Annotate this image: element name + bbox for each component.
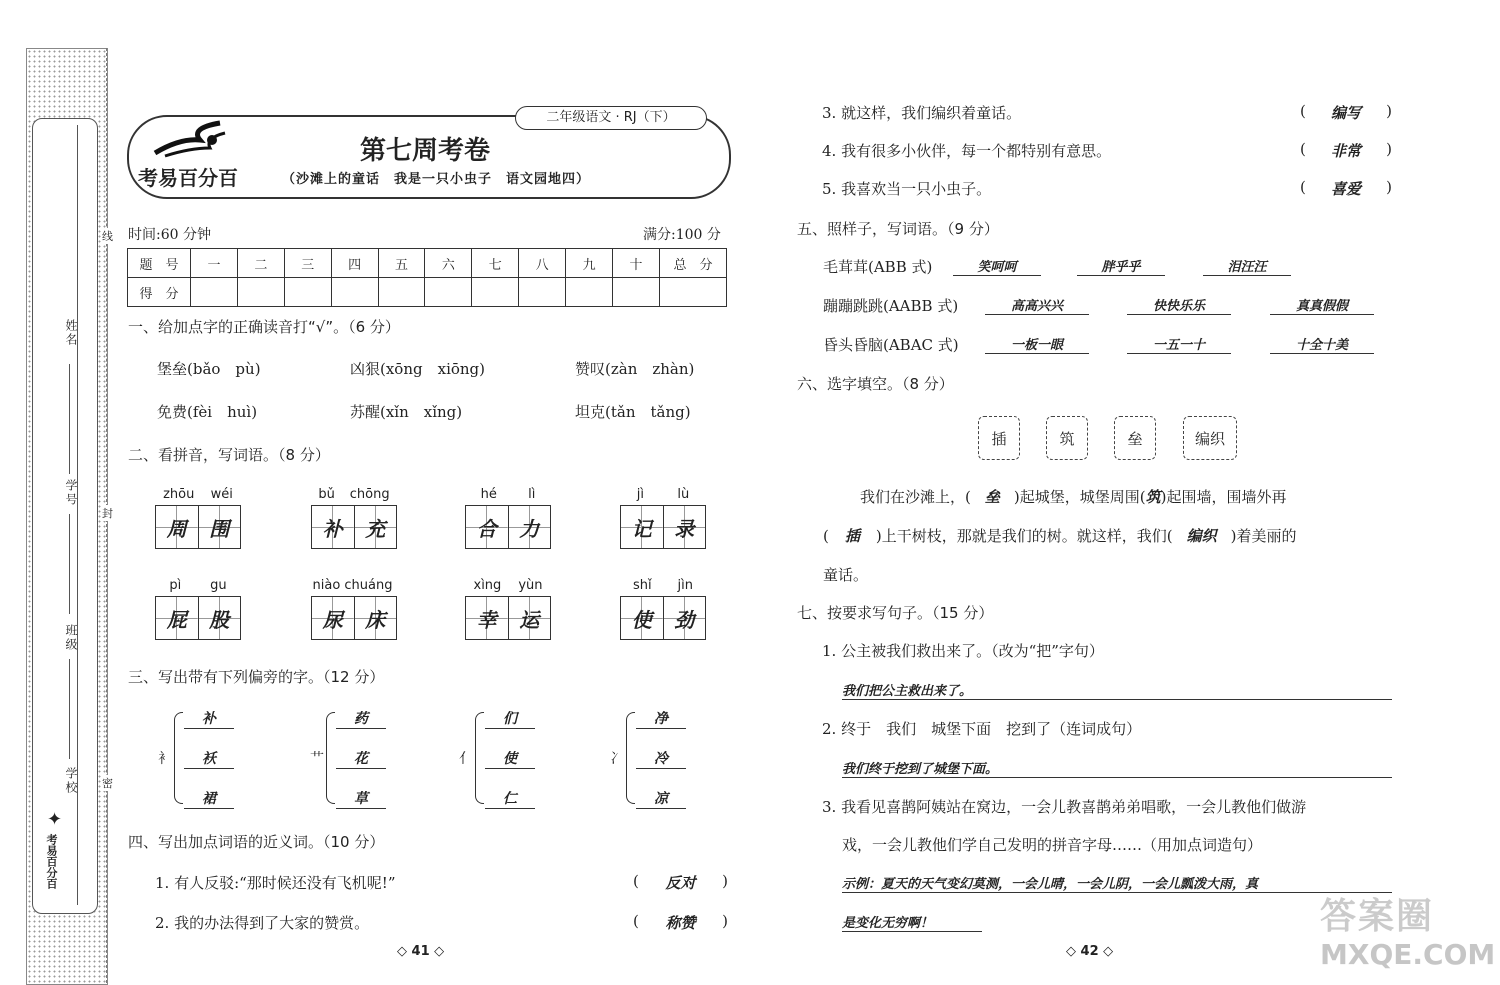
word-option: 筑 (1046, 416, 1088, 460)
answer-char[interactable]: 袄 (184, 748, 234, 769)
sentence-question: 1. 公主被我们救出来了。（改为“把”字句） (822, 642, 1104, 660)
sentence-answer-cont[interactable]: 是变化无穷啊！ (842, 912, 982, 932)
sentence-question: 3. 我看见喜鹊阿姨站在窝边，一会儿教喜鹊弟弟唱歌，一会儿教他们做游 (822, 798, 1307, 816)
radical: 衤 (158, 751, 172, 767)
full-score: 满分:100 分 (643, 227, 721, 243)
tian-cell[interactable]: 补 (312, 506, 355, 548)
score-header-cell: 七 (472, 249, 519, 278)
pinyin-choice-item[interactable]: 苏醒(xǐn xǐng) (350, 403, 463, 421)
tian-cell[interactable]: 床 (355, 597, 397, 639)
pinyin-word-box (620, 578, 706, 640)
brace (626, 712, 635, 804)
answer-char[interactable]: 花 (336, 748, 386, 769)
text-run: 我们在沙滩上，( (860, 488, 971, 506)
pinyin-word-box (155, 578, 241, 640)
class-field[interactable] (69, 659, 70, 759)
page-subtitle: （沙滩上的童话 我是一只小虫子 语文园地四） (282, 172, 591, 187)
score-header-cell: 六 (425, 249, 472, 278)
page-title: 第七周考卷 (360, 136, 491, 166)
pinyin-word-box (311, 578, 397, 640)
text-run: )上干树枝，那就是我们的树。就这样，我们( (875, 527, 1173, 545)
answer-text: 喜爱 (1330, 180, 1361, 198)
answer-text: 称赞 (665, 914, 696, 932)
grade-badge: 二年级语文 · RJ（下） (515, 106, 707, 130)
watermark-url: MXQE.COM (1320, 938, 1496, 971)
fill-blank[interactable]: 垒 (984, 488, 1000, 506)
answer-char[interactable]: 裙 (184, 788, 234, 809)
score-header-cell: 九 (566, 249, 613, 278)
pinyin-choice-item[interactable]: 坦克(tǎn tǎng) (575, 403, 691, 421)
tian-cell[interactable]: 合 (466, 506, 509, 548)
pinyin-choice-item[interactable]: 赞叹(zàn zhàn) (575, 360, 695, 378)
radical: 亻 (459, 751, 473, 767)
section-1-title: 一、给加点字的正确读音打“√”。（6 分） (128, 318, 400, 336)
pinyin-syllable: hé (480, 487, 497, 502)
pinyin-syllable: jì (636, 487, 644, 502)
radical: 艹 (310, 751, 324, 767)
student-id-field[interactable] (69, 514, 70, 614)
synonym-answer[interactable]: ( 喜爱 ) (1300, 178, 1392, 198)
pinyin-word-box (311, 487, 397, 549)
score-header-row (128, 249, 727, 278)
synonym-question: 2. 我的办法得到了大家的赞赏。 (155, 914, 370, 932)
pattern-label: 昏头昏脑(ABAC 式) (823, 336, 959, 354)
dash-mark-secret: 密 (102, 777, 113, 790)
fill-paragraph-line-2 (823, 525, 1296, 546)
text-run: ( (823, 527, 829, 545)
synonym-answer[interactable]: ( 称赞 ) (633, 912, 728, 932)
tian-cell[interactable]: 股 (199, 597, 241, 639)
fill-blank[interactable]: 编织 (1186, 527, 1217, 545)
score-header-cell: 三 (284, 249, 331, 278)
sentence-answer[interactable]: 我们终于挖到了城堡下面。 (842, 758, 1392, 778)
synonym-answer[interactable]: ( 编写 ) (1300, 102, 1392, 122)
answer-char[interactable]: 补 (184, 708, 234, 729)
tian-cell[interactable]: 屁 (156, 597, 199, 639)
section-4-title: 四、写出加点词语的近义词。（10 分） (128, 833, 385, 851)
tian-cell[interactable]: 运 (509, 597, 551, 639)
answer-text: 非常 (1330, 142, 1361, 160)
synonym-question: 3. 就这样，我们编织着童话。 (822, 104, 1022, 122)
pattern-answer[interactable]: 快快乐乐 (1127, 295, 1231, 315)
time-limit: 时间:60 分钟 (128, 227, 211, 243)
sentence-question-cont: 戏，一会儿教他们学自己发明的拼音字母……（用加点词造句） (842, 836, 1263, 854)
pinyin-syllable: lì (528, 487, 536, 502)
answer-char[interactable]: 草 (336, 788, 386, 809)
fill-blank[interactable]: 插 (844, 527, 860, 545)
pinyin-syllable: shǐ (632, 578, 652, 593)
score-table (127, 248, 727, 307)
answer-char[interactable]: 净 (636, 708, 686, 729)
score-cell[interactable] (660, 278, 727, 307)
tian-cell[interactable]: 力 (509, 506, 551, 548)
tian-cell[interactable]: 充 (355, 506, 397, 548)
score-cell[interactable] (566, 278, 613, 307)
brace (326, 712, 335, 804)
tian-cell[interactable]: 尿 (312, 597, 355, 639)
answer-char[interactable]: 药 (336, 708, 386, 729)
pinyin-syllable: lù (677, 487, 690, 502)
synonym-answer[interactable]: ( 反对 ) (633, 872, 728, 892)
page-number: ◇ 41 ◇ (397, 944, 445, 959)
score-cell[interactable] (378, 278, 425, 307)
answer-char[interactable]: 凉 (636, 788, 686, 809)
pinyin-word-box (155, 487, 241, 549)
answer-text: 反对 (665, 874, 696, 892)
score-header-cell: 总 分 (660, 249, 727, 278)
score-header-cell: 二 (237, 249, 284, 278)
synonym-question: 5. 我喜欢当一只小虫子。 (822, 180, 992, 198)
synonym-question: 1. 有人反驳:“那时候还没有飞机呢!” (155, 874, 396, 892)
dash-mark-line: 线 (102, 230, 113, 243)
section-2-title: 二、看拼音，写词语。（8 分） (128, 446, 330, 464)
text-run: )起城堡，城堡周围( (1013, 488, 1146, 506)
pinyin-word-box (620, 487, 706, 549)
name-label: 姓名 (64, 319, 78, 347)
answer-char[interactable]: 们 (485, 708, 535, 729)
pattern-answer[interactable]: 胖乎乎 (1077, 256, 1165, 276)
score-row-label: 得 分 (128, 278, 191, 307)
tian-cell[interactable]: 幸 (466, 597, 509, 639)
score-cell[interactable] (519, 278, 566, 307)
pattern-answer[interactable]: 一五一十 (1127, 334, 1231, 354)
score-cell[interactable] (425, 278, 472, 307)
score-header-cell: 题 号 (128, 249, 191, 278)
score-header-cell: 五 (378, 249, 425, 278)
score-cell[interactable] (472, 278, 519, 307)
answer-text: 编写 (1330, 104, 1361, 122)
score-cell[interactable] (331, 278, 378, 307)
pattern-answer[interactable]: 真真假假 (1270, 295, 1374, 315)
answer-char[interactable]: 冷 (636, 748, 686, 769)
score-header-cell: 十 (613, 249, 660, 278)
text-run: )着美丽的 (1230, 527, 1297, 545)
pinyin-syllable: jìn (677, 578, 694, 593)
brace (475, 712, 484, 804)
sentence-answer[interactable]: 示例：夏天的天气变幻莫测，一会儿晴，一会儿阴，一会儿瓢泼大雨，真 (842, 873, 1392, 893)
section-3-title: 三、写出带有下列偏旁的字。（12 分） (128, 668, 385, 686)
pattern-label: 蹦蹦跳跳(AABB 式) (823, 297, 959, 315)
score-header-cell: 一 (191, 249, 238, 278)
sentence-answer[interactable]: 我们把公主救出来了。 (842, 680, 1392, 700)
pattern-answer[interactable]: 一板一眼 (985, 334, 1089, 354)
fill-paragraph-line-3: 童话。 (823, 566, 869, 584)
pinyin-word-box (465, 487, 551, 549)
tian-cell[interactable]: 使 (621, 597, 664, 639)
sentence-question: 2. 终于 我们 城堡下面 挖到了（连词成句） (822, 720, 1142, 738)
pattern-answer[interactable]: 泪汪汪 (1203, 256, 1291, 276)
score-cell[interactable] (237, 278, 284, 307)
radical: 冫 (610, 751, 624, 767)
score-cell[interactable] (613, 278, 660, 307)
answer-char[interactable]: 仁 (485, 788, 535, 809)
section-6-title: 六、选字填空。（8 分） (797, 375, 954, 393)
score-value-row (128, 278, 727, 307)
brace (174, 712, 183, 804)
fill-paragraph-line-1 (860, 486, 1286, 507)
pinyin-syllable: xìng (473, 578, 502, 593)
dash-mark-seal: 封 (102, 507, 113, 520)
page-number: ◇ 42 ◇ (1066, 944, 1114, 959)
score-cell[interactable] (191, 278, 238, 307)
student-info-panel (32, 118, 98, 914)
pinyin-word-box (465, 578, 551, 640)
pattern-answer[interactable]: 十全十美 (1270, 334, 1374, 354)
brand-logo-icon (150, 118, 230, 158)
tian-cell[interactable]: 劲 (664, 597, 706, 639)
synonym-answer[interactable]: ( 非常 ) (1300, 140, 1392, 160)
pinyin-choice-item[interactable]: 凶狠(xōng xiōng) (350, 360, 486, 378)
pinyin-syllable: yùn (518, 578, 543, 593)
section-5-title: 五、照样子，写词语。（9 分） (797, 220, 999, 238)
pattern-answer[interactable]: 高高兴兴 (985, 295, 1089, 315)
section-7-title: 七、按要求写句子。（15 分） (797, 604, 994, 622)
tian-cell[interactable]: 周 (156, 506, 199, 548)
sidebar-brand: 考易百分百 (45, 834, 58, 889)
watermark-logo: 答案圈 (1320, 896, 1435, 937)
brand-logo-icon: ✦ (47, 809, 63, 830)
pattern-label: 毛茸茸(ABB 式) (823, 258, 933, 276)
score-header-cell: 八 (519, 249, 566, 278)
pinyin-syllable: wéi (210, 487, 233, 502)
score-cell[interactable] (284, 278, 331, 307)
pinyin-syllable: bǔ (318, 487, 335, 502)
brand-name: 考易百分百 (138, 166, 238, 190)
pattern-answer[interactable]: 笑呵呵 (953, 256, 1041, 276)
score-header-cell: 四 (331, 249, 378, 278)
pinyin-syllable: niào chuáng (312, 578, 393, 593)
school-label: 学校 (64, 767, 78, 795)
fill-blank[interactable]: 筑 (1145, 488, 1161, 506)
name-field[interactable] (69, 364, 70, 474)
pinyin-choice-item[interactable]: 堡垒(bǎo pù) (157, 360, 261, 378)
pinyin-choice-item[interactable]: 免费(fèi huì) (157, 403, 258, 421)
class-label: 班级 (64, 624, 78, 652)
tian-cell[interactable]: 围 (199, 506, 241, 548)
text-run: )起围墙，围墙外再 (1160, 488, 1287, 506)
pinyin-syllable: gu (210, 578, 227, 593)
tian-cell[interactable]: 录 (664, 506, 706, 548)
pinyin-syllable: pì (169, 578, 182, 593)
synonym-question: 4. 我有很多小伙伴，每一个都特别有意思。 (822, 142, 1112, 160)
word-option: 插 (978, 416, 1020, 460)
tian-cell[interactable]: 记 (621, 506, 664, 548)
answer-char[interactable]: 使 (485, 748, 535, 769)
word-option: 垒 (1114, 416, 1156, 460)
student-id-label: 学号 (64, 479, 78, 507)
pinyin-syllable: zhōu (163, 487, 195, 502)
word-option: 编织 (1183, 416, 1237, 460)
pinyin-syllable: chōng (349, 487, 390, 502)
